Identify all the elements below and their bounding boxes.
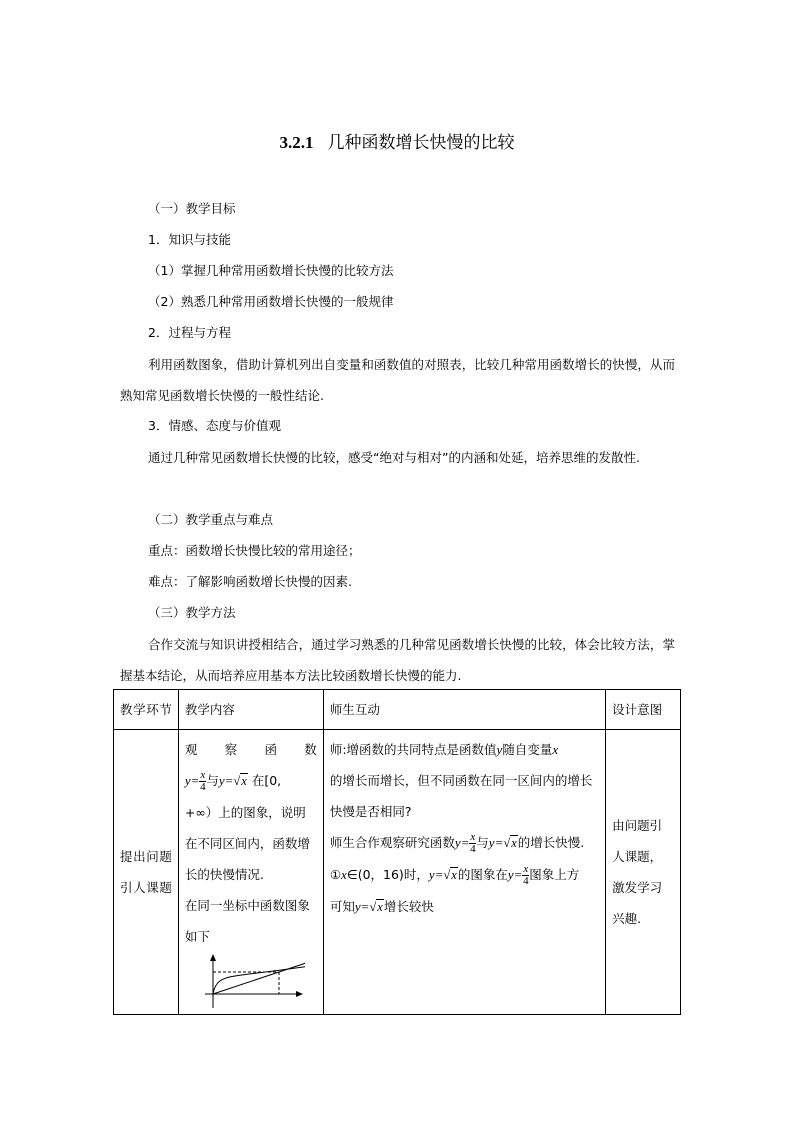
header-purpose: 设计意图 — [606, 690, 681, 730]
interaction-cell — [323, 730, 605, 1015]
section-number: 3.2.1 — [279, 133, 314, 152]
purpose-cell: 由问题引人课题，激发学习兴趣. — [606, 730, 681, 1015]
header-content: 教学内容 — [178, 690, 323, 730]
interaction-line-4: ①x∈(0，16)时，y=√x的图象在y= $\frac{x}{4}$ 图象上方 — [329, 863, 580, 887]
stage-cell: 提出问题引人课题 — [114, 730, 179, 1015]
content-line-4: 在同一坐标中函数图象如下 — [184, 898, 310, 944]
heading-key-points: （二）教学重点与难点 — [148, 512, 274, 527]
heading-goals: （一）教学目标 — [148, 201, 236, 216]
methods-paragraph: 合作交流与知识讲授相结合，通过学习熟悉的几种常见函数增长快慢的比较，体会比较方法，掌握基本结论，从而培养应用基本方法比较函数增长快慢的能力. — [120, 637, 675, 683]
process-paragraph: 利用函数图象，借助计算机列出自变量和函数值的对照表，比较几种常用函数增长的快慢，从而熟知常见函数增长快慢的一般性结论. — [120, 357, 675, 403]
interaction-line-3: 师生合作观察研究函数y= $\frac{x}{4}$ 与y=√x的增长快慢. — [329, 831, 585, 855]
function-graph — [185, 954, 305, 1010]
header-stage: 教学环节 — [114, 690, 179, 730]
lesson-table — [113, 689, 681, 1015]
linear-line — [213, 960, 305, 994]
interaction-line-1: 师:增函数的共同特点是函数值y随自变量x — [329, 742, 559, 757]
sqrt-x: √x — [233, 774, 247, 788]
page-title — [0, 128, 794, 153]
key-point: 重点：函数增长快慢比较的常用途径； — [148, 543, 361, 558]
heading-knowledge: 1．知识与技能 — [148, 232, 231, 247]
goal-item-2: （2）熟悉几种常用函数增长快慢的一般规律 — [148, 294, 394, 309]
y-axis-arrow — [210, 954, 216, 961]
table-header-row — [114, 690, 681, 730]
content-cell — [178, 730, 323, 1015]
emotion-paragraph: 通过几种常见函数增长快慢的比较，感受“绝对与相对”的内涵和处延，培养思维的发散性. — [148, 450, 640, 465]
title-text: 几种函数增长快慢的比较 — [327, 133, 515, 153]
header-interaction: 师生互动 — [323, 690, 605, 730]
content-line-2: y= $\frac{x}{4}$ 与y=√x 在[0, — [184, 769, 282, 793]
goal-item-1: （1）掌握几种常用函数增长快慢的比较方法 — [148, 263, 394, 278]
interaction-line-2: 的增长而增长，但不同函数在同一区间内的增长快慢是否相同? — [329, 773, 593, 819]
fraction-x-over-4: $\frac{x}{4}$ — [200, 769, 206, 793]
heading-process: 2．过程与方程 — [148, 325, 231, 340]
interaction-line-5: 可知y=√x增长较快 — [329, 899, 434, 914]
content-line-3: +∞）上的图象，说明在不同区间内，函数增长的快慢情况. — [184, 805, 310, 882]
table-row — [114, 730, 681, 1015]
difficult-point: 难点：了解影响函数增长快慢的因素. — [148, 574, 352, 589]
heading-methods: （三）教学方法 — [148, 605, 236, 620]
x-axis-arrow — [296, 991, 303, 997]
content-line-1: 观察函数 — [184, 742, 317, 757]
heading-emotion: 3．情感、态度与价值观 — [148, 418, 281, 433]
